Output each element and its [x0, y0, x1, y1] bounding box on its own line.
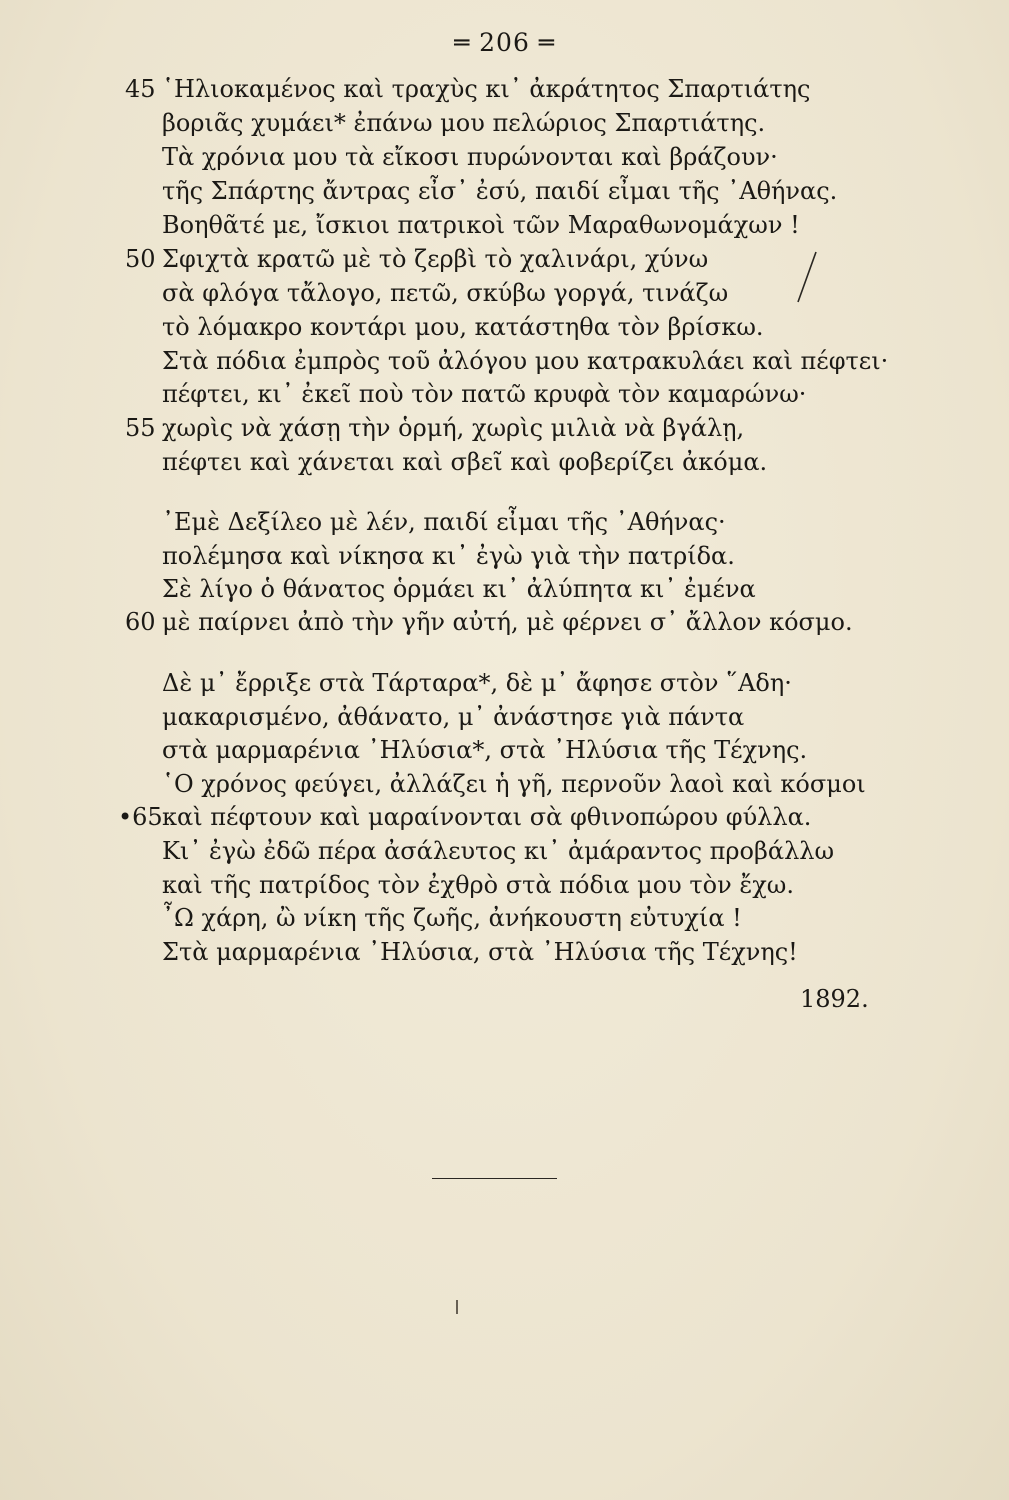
poem-line: τῆς Σπάρτης ἄντρας εἶσ᾽ ἐσύ, παιδί εἶμαι τῆς ᾿Αθήνας.: [162, 177, 838, 205]
poem-line: πέφτει, κι᾽ ἐκεῖ ποὺ τὸν πατῶ κρυφὰ τὸν καμαρώνω·: [162, 380, 807, 408]
poem-line: καὶ πέφτουν καὶ μαραίνονται σὰ φθινοπώρου φύλλα.: [162, 803, 812, 831]
section-divider: [432, 1178, 557, 1179]
poem-line: μακαρισμένο, ἀθάνατο, μ᾽ ἀνάστησε γιὰ πάντα: [162, 703, 745, 731]
page-number-header: ═ 206 ═: [454, 28, 555, 57]
poem-line: τὸ λόμακρο κοντάρι μου, κατάστηθα τὸν βρίσκω.: [162, 313, 764, 341]
poem-line: Σφιχτὰ κρατῶ μὲ τὸ ζερβὶ τὸ χαλινάρι, χύνω: [162, 245, 709, 273]
pencil-mark: [768, 250, 828, 310]
poem-line: σὰ φλόγα τἄλογο, πετῶ, σκύβω γοργά, τινάζω: [162, 279, 729, 307]
line-number: 50: [125, 245, 156, 273]
poem-line: στὰ μαρμαρένια ᾿Ηλύσια*, στὰ ᾿Ηλύσια τῆς Τέχνης.: [162, 736, 808, 764]
poem-line: Στὰ πόδια ἐμπρὸς τοῦ ἀλόγου μου κατρακυλάει καὶ πέφτει·: [162, 347, 889, 375]
poem-line: πέφτει καὶ χάνεται καὶ σβεῖ καὶ φοβερίζει ἀκόμα.: [162, 448, 768, 476]
line-number: 60: [125, 608, 156, 636]
poem-line: Δὲ μ᾽ ἔρριξε στὰ Τάρταρα*, δὲ μ᾽ ἄφησε στὸν ῞Αδη·: [162, 669, 792, 697]
poem-line: χωρὶς νὰ χάσῃ τὴν ὁρμή, χωρὶς μιλιὰ νὰ βγάλῃ,: [162, 414, 745, 442]
ink-speck: [455, 1300, 459, 1314]
line-number: 55: [125, 414, 156, 442]
poem-line: ᾿Εμὲ Δεξίλεο μὲ λέν, παιδί εἶμαι τῆς ᾿Αθήνας·: [162, 508, 726, 536]
poem-line: ῾Ο χρόνος φεύγει, ἀλλάζει ἡ γῆ, περνοῦν λαοὶ καὶ κόσμοι: [162, 770, 866, 798]
poem-line: βοριᾶς χυμάει* ἐπάνω μου πελώριος Σπαρτιάτης.: [162, 109, 766, 137]
poem-line: Κι᾽ ἐγὼ ἐδῶ πέρα ἀσάλευτος κι᾽ ἀμάραντος προβάλλω: [162, 837, 835, 865]
poem-line: Τὰ χρόνια μου τὰ εἴκοσι πυρώνονται καὶ βράζουν·: [162, 143, 778, 171]
poem-line: καὶ τῆς πατρίδος τὸν ἐχθρὸ στὰ πόδια μου τὸν ἔχω.: [162, 871, 794, 899]
poem-line: Βοηθᾶτέ με, ἴσκιοι πατρικοὶ τῶν Μαραθωνομάχων !: [162, 211, 800, 239]
line-number: •65: [118, 803, 163, 831]
poem-year: 1892.: [800, 985, 869, 1013]
line-number: 45: [125, 75, 156, 103]
poem-line: Σὲ λίγο ὁ θάνατος ὁρμάει κι᾽ ἀλύπητα κι᾽ ἐμένα: [162, 575, 756, 603]
poem-line: Στὰ μαρμαρένια ᾿Ηλύσια, στὰ ᾿Ηλύσια τῆς Τέχνης!: [162, 938, 798, 966]
poem-line: ῾Ηλιοκαμένος καὶ τραχὺς κι᾽ ἀκράτητος Σπαρτιάτης: [162, 75, 811, 103]
poem-line: πολέμησα καὶ νίκησα κι᾽ ἐγὼ γιὰ τὴν πατρίδα.: [162, 542, 735, 570]
poem-line: ῏Ω χάρη, ὢ νίκη τῆς ζωῆς, ἀνήκουστη εὐτυχία !: [162, 904, 742, 932]
poem-line: μὲ παίρνει ἀπὸ τὴν γῆν αὐτή, μὲ φέρνει σ᾽ ἄλλον κόσμο.: [162, 608, 853, 636]
